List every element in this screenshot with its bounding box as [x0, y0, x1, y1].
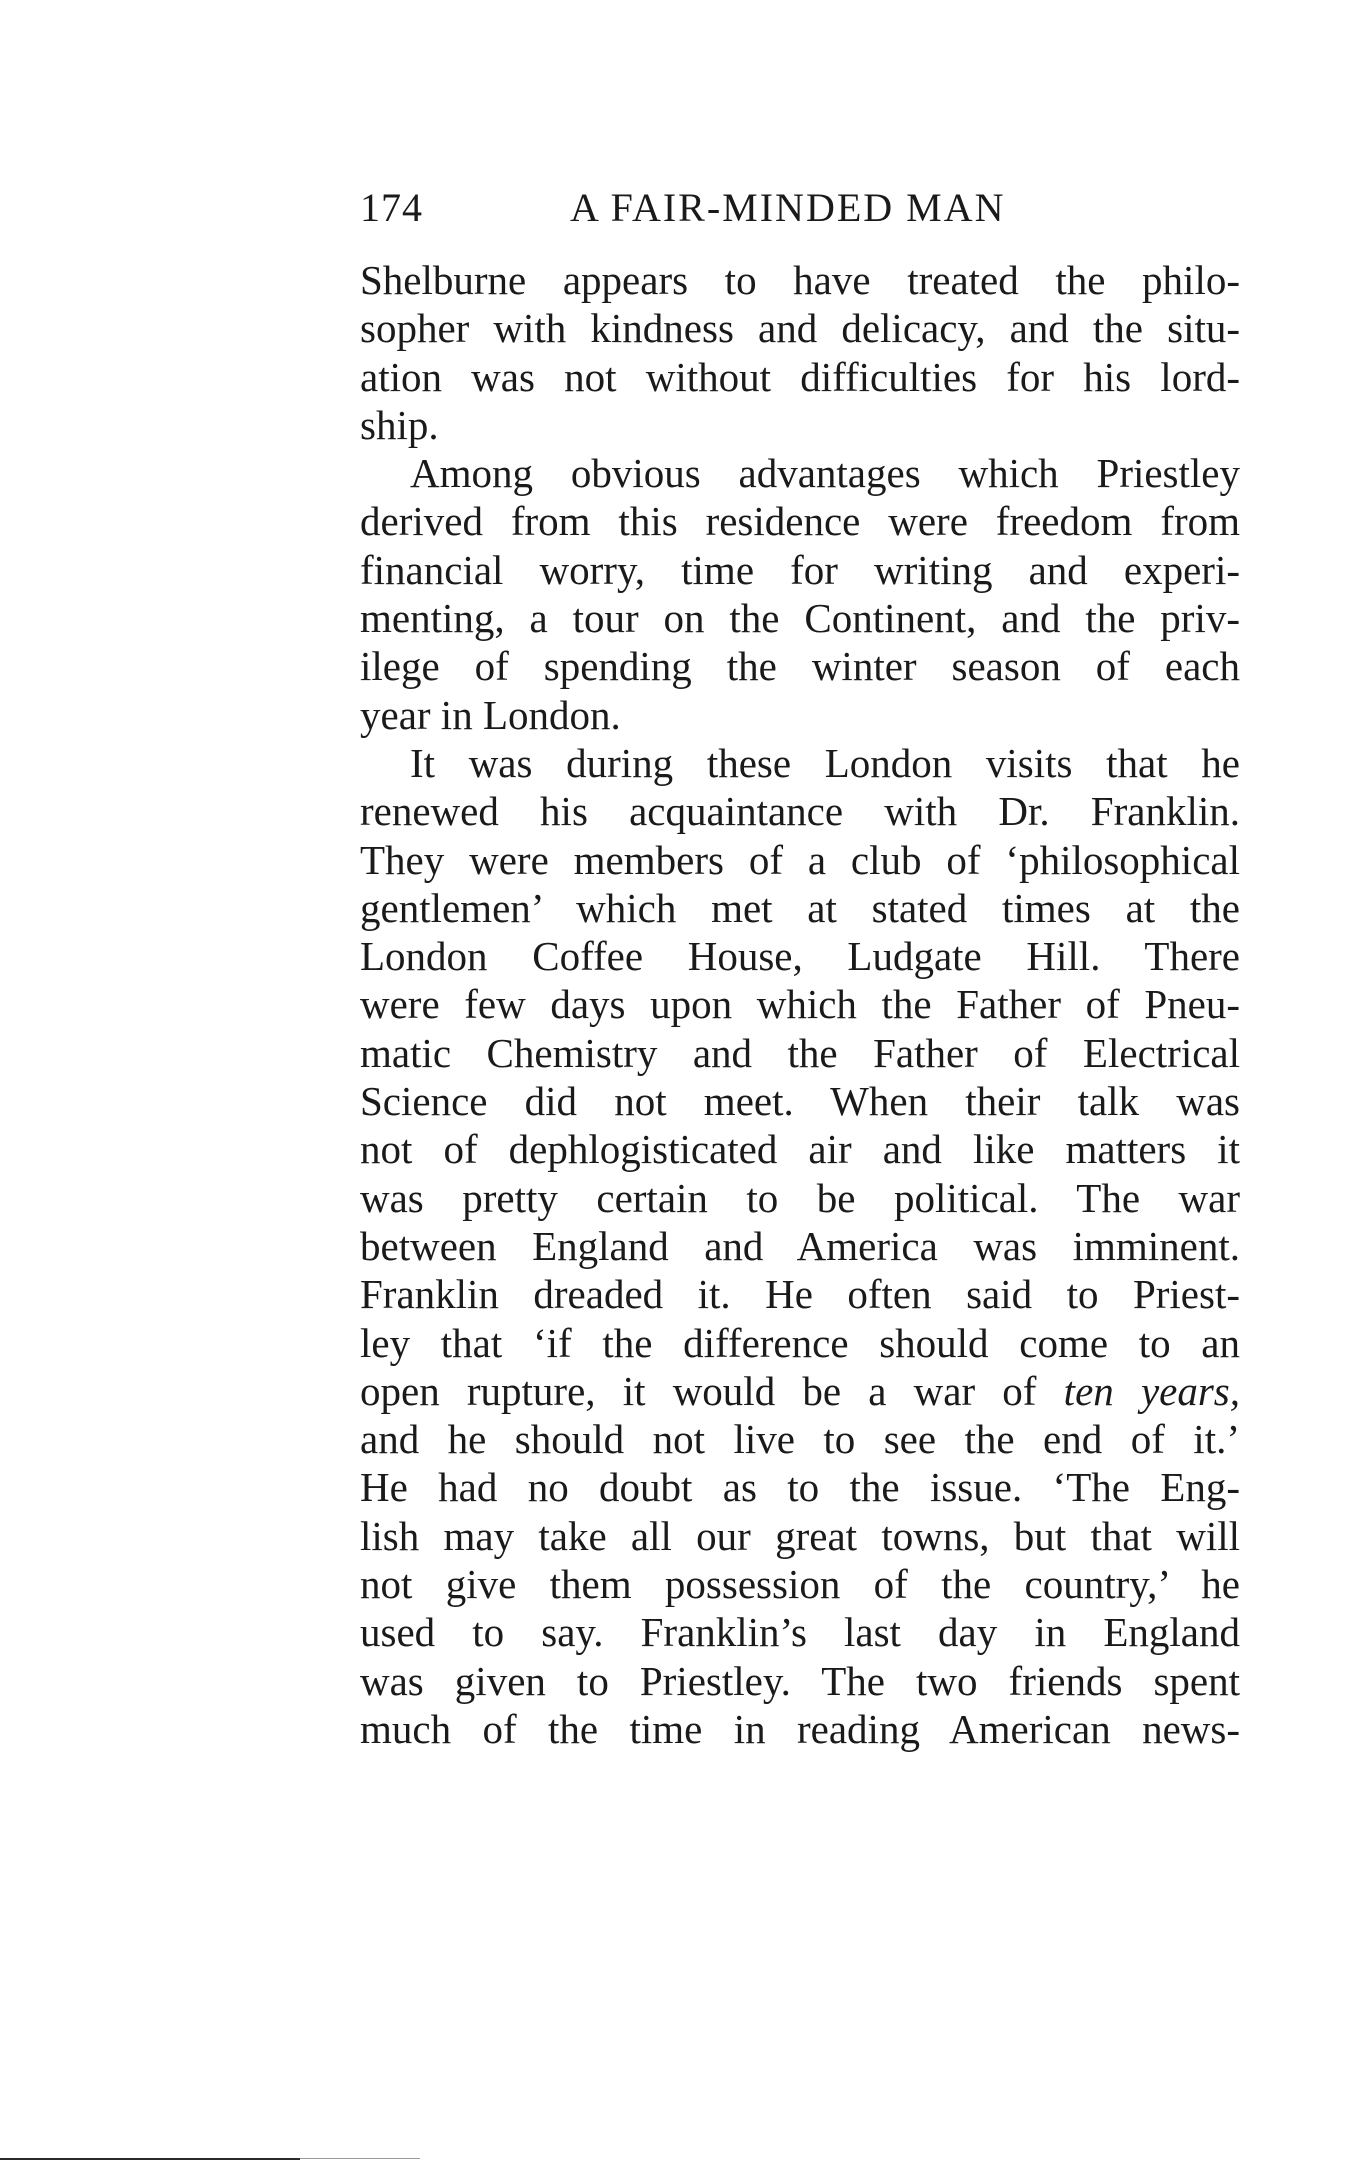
text-line: He had no doubt as to the issue. ‘The Eng- — [360, 1464, 1240, 1511]
bottom-edge-rule — [0, 2158, 300, 2160]
text-line: ation was not without difficulties for his lord- — [360, 353, 1240, 400]
text-line: and he should not live to see the end of it.’ — [360, 1416, 1240, 1463]
text-line: sopher with kindness and delicacy, and the situ- — [360, 305, 1240, 352]
text-line: Shelburne appears to have treated the philo- — [360, 257, 1240, 303]
text-line: lish may take all our great towns, but that will — [360, 1512, 1240, 1559]
text-line: ilege of spending the winter season of each — [360, 643, 1240, 690]
running-title: A FAIR-MINDED MAN — [570, 185, 1006, 230]
text-segment: open rupture, it would be a war of — [360, 1367, 1037, 1414]
text-line: derived from this residence were freedom from — [360, 498, 1240, 545]
text-line: menting, a tour on the Continent, and the priv- — [360, 595, 1240, 642]
text-line: was given to Priestley. The two friends spent — [360, 1657, 1240, 1704]
body-text — [360, 256, 1240, 1753]
text-line: Science did not meet. When their talk was — [360, 1078, 1240, 1125]
text-line: were few days upon which the Father of Pneu- — [360, 981, 1240, 1028]
running-head — [360, 184, 1240, 240]
text-line: matic Chemistry and the Father of Electrical — [360, 1029, 1240, 1076]
text-line: not of dephlogisticated air and like matters it — [360, 1126, 1240, 1173]
italic-phrase: ten years, — [1063, 1367, 1241, 1414]
text-line: was pretty certain to be political. The war — [360, 1174, 1240, 1221]
text-line: They were members of a club of ‘philosophical — [360, 836, 1240, 883]
text-line: ship. — [360, 401, 439, 448]
text-line: much of the time in reading American news- — [360, 1705, 1240, 1752]
text-line-with-italic — [360, 1367, 1240, 1415]
text-line: gentlemen’ which met at stated times at the — [360, 884, 1240, 931]
page-number: 174 — [360, 185, 423, 230]
text-line: not give them possession of the country,’ he — [360, 1561, 1240, 1608]
text-line: London Coffee House, Ludgate Hill. There — [360, 933, 1240, 980]
text-line: used to say. Franklin’s last day in England — [360, 1609, 1240, 1656]
text-line: year in London. — [360, 691, 621, 738]
paragraph-start-line: Among obvious advantages which Priestley — [410, 450, 1240, 497]
text-line: ley that ‘if the difference should come to an — [360, 1319, 1240, 1366]
bottom-edge-rule-faint — [300, 2158, 420, 2159]
paragraph-start-line: It was during these London visits that he — [410, 739, 1240, 786]
text-line: between England and America was imminent. — [360, 1222, 1240, 1269]
text-line: renewed his acquaintance with Dr. Franklin. — [360, 788, 1240, 835]
text-line: financial worry, time for writing and experi- — [360, 546, 1240, 593]
text-line: Franklin dreaded it. He often said to Priest- — [360, 1271, 1240, 1318]
